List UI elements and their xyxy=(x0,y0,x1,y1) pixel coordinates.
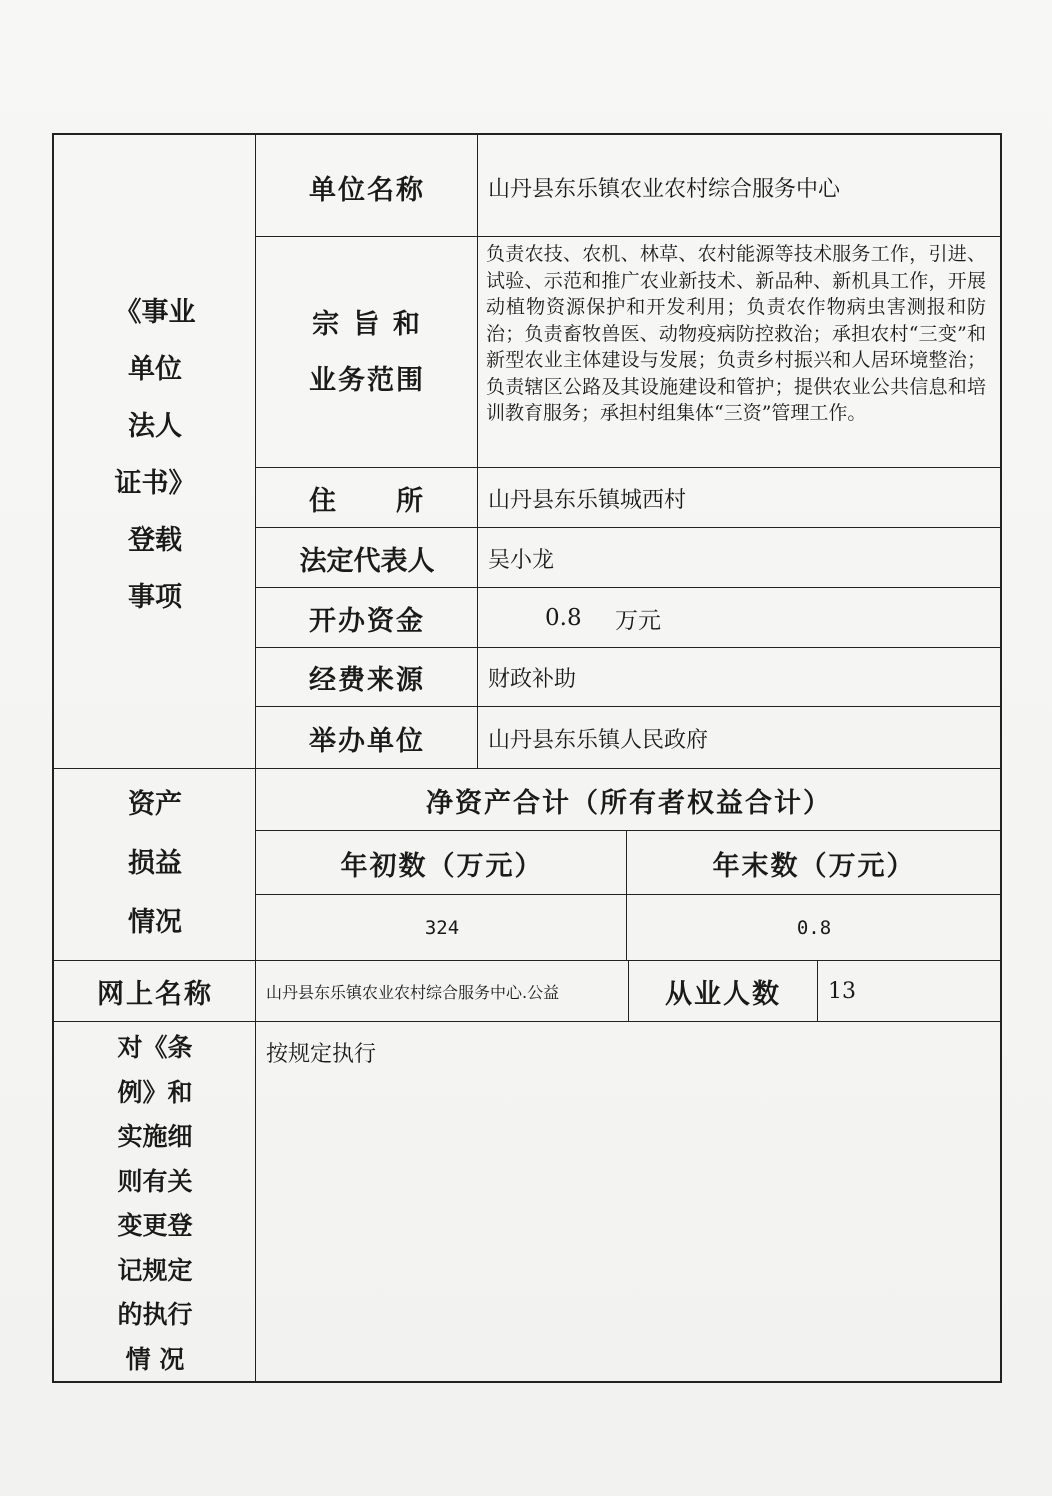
row-divider-4 xyxy=(256,587,1000,588)
staff-count-label: 从业人数 xyxy=(665,979,781,1010)
assets-subheader-divider xyxy=(256,894,1000,895)
execution-label-line: 的执行 xyxy=(117,1300,193,1329)
assets-begin-value: 324 xyxy=(424,917,460,939)
row-divider-1 xyxy=(256,236,1000,237)
address-value: 山丹县东乐镇城西村 xyxy=(488,487,687,513)
online-name-label: 网上名称 xyxy=(97,979,213,1010)
assets-header-divider xyxy=(256,830,1000,831)
assets-mid-divider xyxy=(626,831,627,961)
section-divider-3 xyxy=(54,1021,1000,1022)
staff-count-value: 13 xyxy=(828,979,856,1004)
main-label-line: 事项 xyxy=(128,582,182,613)
execution-label-line: 例》和 xyxy=(117,1077,193,1107)
legal-rep-value: 吴小龙 xyxy=(488,547,555,573)
main-label-line: 登载 xyxy=(128,525,182,556)
row-divider-5 xyxy=(256,647,1000,648)
execution-label-line: 情 况 xyxy=(125,1344,185,1374)
execution-label-line: 对《条 xyxy=(117,1033,193,1062)
execution-value: 按规定执行 xyxy=(266,1041,377,1067)
funds-amount: 0.8 xyxy=(545,605,582,631)
address-label: 住 所 xyxy=(309,485,425,517)
section-divider-2 xyxy=(54,960,1000,961)
execution-section-label xyxy=(60,1026,250,1382)
fund-source-label: 经费来源 xyxy=(309,665,425,696)
execution-label-line: 则有关 xyxy=(117,1166,193,1196)
main-label-line: 《事业 xyxy=(114,297,196,328)
row-divider-2 xyxy=(256,467,1000,468)
online-mid-divider xyxy=(628,961,629,1022)
assets-end-label: 年末数（万元） xyxy=(712,850,916,882)
staff-divider xyxy=(817,961,818,1022)
assets-label-line: 情况 xyxy=(128,907,182,938)
online-name-value: 山丹县东乐镇农业农村综合服务中心.公益 xyxy=(266,983,560,1002)
row-divider-6 xyxy=(256,706,1000,707)
sponsor-label: 举办单位 xyxy=(309,725,425,757)
execution-label-line: 记规定 xyxy=(117,1255,193,1285)
assets-begin-label: 年初数（万元） xyxy=(340,850,544,882)
main-section-label xyxy=(60,284,250,626)
main-label-line: 法人 xyxy=(128,411,182,442)
scope-label-line: 业务范围 xyxy=(309,364,425,396)
assets-end-value: 0.8 xyxy=(796,917,832,939)
row-divider-3 xyxy=(256,527,1000,528)
section-divider-1 xyxy=(54,768,1000,769)
funds-unit: 万元 xyxy=(615,607,661,634)
assets-header: 净资产合计（所有者权益合计） xyxy=(426,787,832,819)
assets-label-line: 资产 xyxy=(128,789,182,820)
scope-value: 负责农技、农机、林草、农村能源等技术服务工作，引进、试验、示范和推广农业新技术、新品种、新机具工作，开展动植物资源保护和开发利用；负责农作物病虫害测报和防治；负责畜牧兽医、动物疫病防控救治；承担农村“三变”和新型农业主体建设与发展；负责乡村振兴和人居环境整治；负责辖区公路及其设施建设和管护；提供农业公共信息和培训教育服务；承担村组集体“三资”管理工作。 xyxy=(486,243,986,424)
value-column-divider xyxy=(477,135,478,769)
assets-section-label xyxy=(60,775,250,952)
legal-rep-label: 法定代表人 xyxy=(299,545,435,577)
scope-label-line: 宗 旨 和 xyxy=(312,308,422,340)
execution-label-line: 变更登 xyxy=(117,1211,193,1240)
execution-label-line: 实施细 xyxy=(117,1122,193,1151)
scope-label xyxy=(258,238,476,467)
main-label-line: 单位 xyxy=(128,354,182,385)
assets-label-line: 损益 xyxy=(128,848,182,879)
fund-source-value: 财政补助 xyxy=(488,667,577,692)
unit-name-value: 山丹县东乐镇农业农村综合服务中心 xyxy=(488,176,841,202)
funds-label: 开办资金 xyxy=(309,605,425,637)
sponsor-value: 山丹县东乐镇人民政府 xyxy=(488,727,709,753)
left-column-divider xyxy=(255,135,256,1381)
main-label-line: 证书》 xyxy=(114,468,196,499)
unit-name-label: 单位名称 xyxy=(309,174,425,206)
